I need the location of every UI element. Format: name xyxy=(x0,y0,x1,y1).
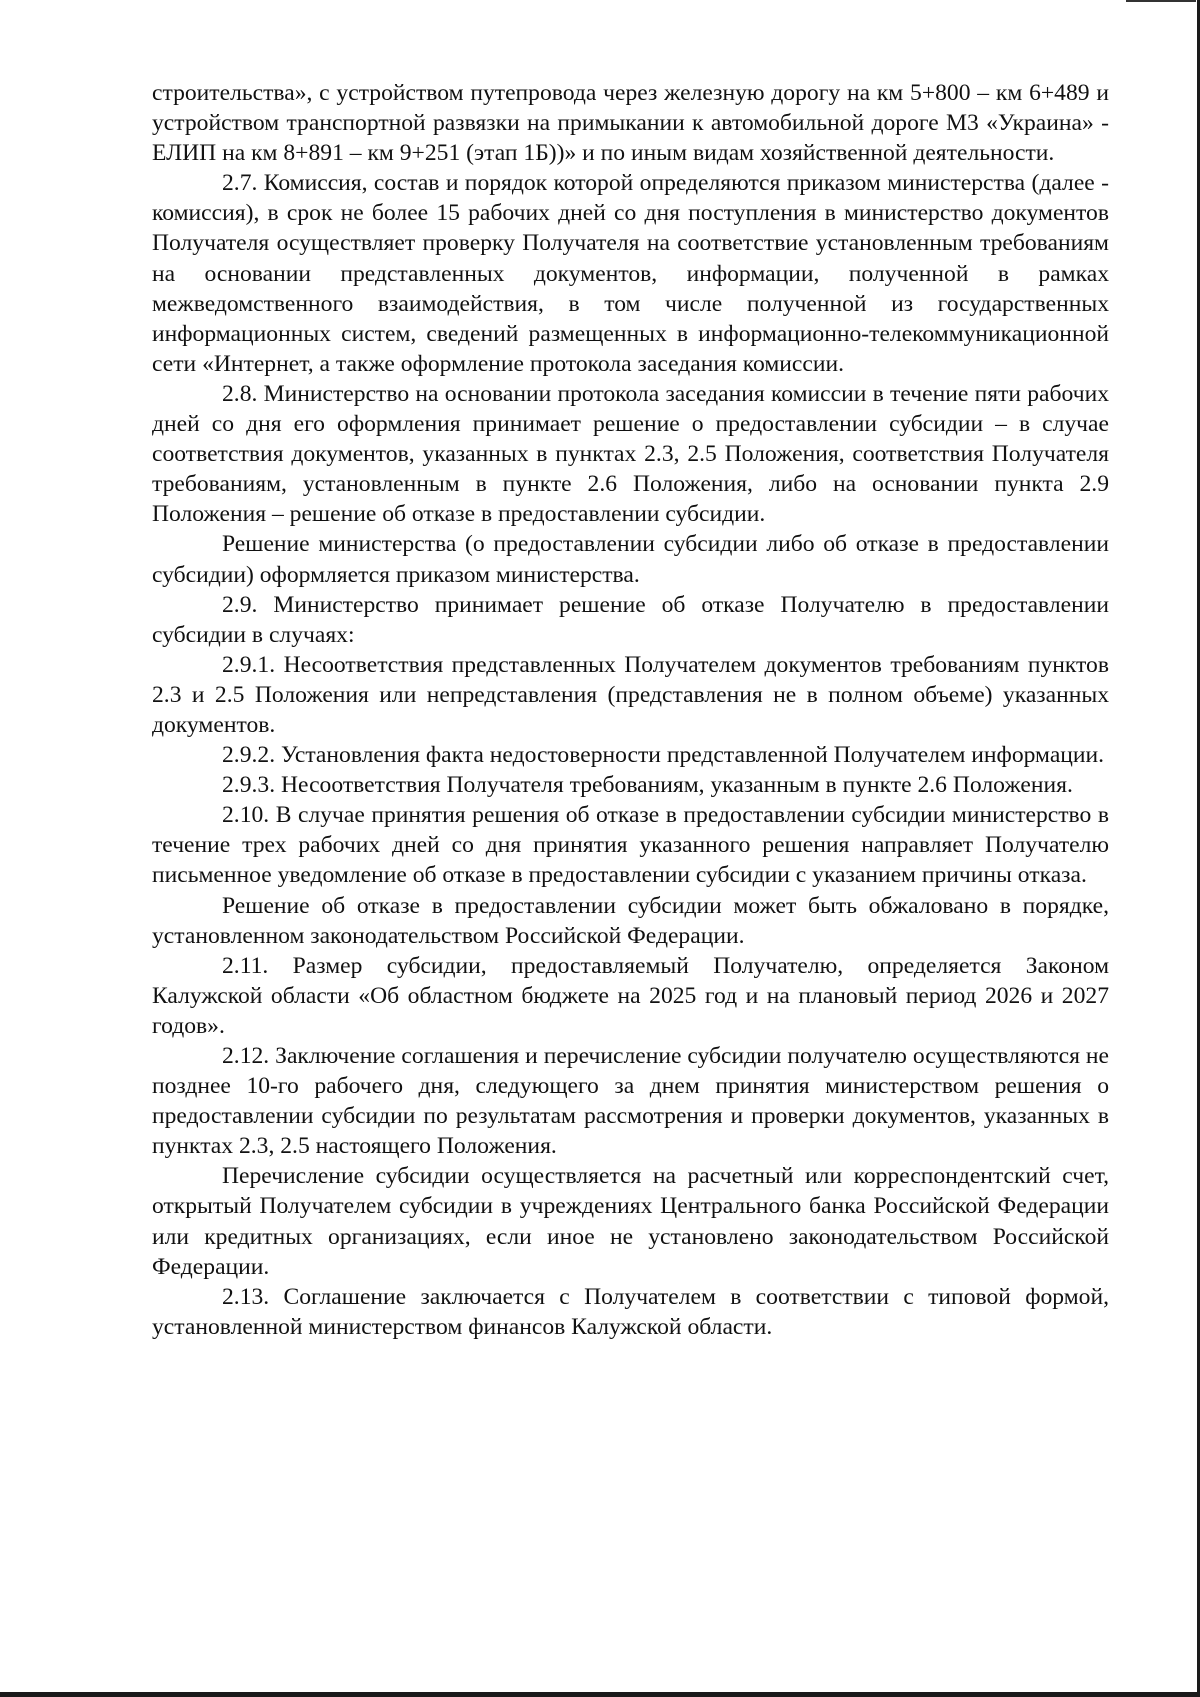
paragraph-continuation: строительства», с устройством путепровода через железную дорогу на км 5+800 – км 6+489 и устройством транспортной развязки на примыкании к автомобильной дороге М3 «Украина» - ЕЛИП на км 8+891 – км 9+251 (этап 1Б))» и по иным видам хозяйственной деятельности. xyxy=(152,80,1109,167)
scan-edge-mark xyxy=(1126,0,1196,2)
paragraph-2-13: 2.13. Соглашение заключается с Получателем в соответствии с типовой формой, установленной министерством финансов Калужской области. xyxy=(152,1283,1109,1340)
paragraph-2-9-3: 2.9.3. Несоответствия Получателя требованиям, указанным в пункте 2.6 Положения. xyxy=(222,772,1073,799)
scan-edge-bottom xyxy=(0,1692,1200,1697)
paragraph-appeal: Решение об отказе в предоставлении субсидии может быть обжаловано в порядке, установленном законодательством Российской Федерации. xyxy=(152,892,1109,949)
paragraph-2-7: 2.7. Комиссия, состав и порядок которой определяются приказом министерства (далее - комиссия), в срок не более 15 рабочих дней со дня поступления в министерство документов Получателя осуществляет проверку Получателя на соответствие установленным требованиям на основании представленных документов, информации, полученной в рамках межведомственного взаимодействия, в том числе полученной из государственных информационных систем, сведений размещенных в информационно-телекоммуникационной сети «Интернет, а также оформление протокола заседания комиссии. xyxy=(152,170,1109,377)
paragraph-2-12: 2.12. Заключение соглашения и перечисление субсидии получателю осуществляются не позднее 10-го рабочего дня, следующего за днем принятия министерством решения о предоставлении субсидии по результатам рассмотрения и проверки документов, указанных в пунктах 2.3, 2.5 настоящего Положения. xyxy=(152,1043,1109,1160)
paragraph-transfer: Перечисление субсидии осуществляется на расчетный или корреспондентский счет, открытый Получателем субсидии в учреждениях Центрального банка Российской Федерации или кредитных организациях, если иное не установлено законодательством Российской Федерации. xyxy=(152,1163,1109,1280)
paragraph-2-9-1: 2.9.1. Несоответствия представленных Получателем документов требованиям пунктов 2.3 и 2.5 Положения или непредставления (представления не в полном объеме) указанных документов. xyxy=(152,651,1109,738)
paragraph-decision-form: Решение министерства (о предоставлении субсидии либо об отказе в предоставлении субсидии) оформляется приказом министерства. xyxy=(152,531,1109,588)
paragraph-2-9-2: 2.9.2. Установления факта недостоверности представленной Получателем информации. xyxy=(222,742,1105,769)
paragraph-2-11: 2.11. Размер субсидии, предоставляемый Получателю, определяется Законом Калужской области «Об областном бюджете на 2025 год и на плановый период 2026 и 2027 годов». xyxy=(152,952,1109,1039)
paragraph-2-8: 2.8. Министерство на основании протокола заседания комиссии в течение пяти рабочих дней со дня его оформления принимает решение о предоставлении субсидии – в случае соответствия документов, указанных в пунктах 2.3, 2.5 Положения, соответствия Получателя требованиям, установленным в пункте 2.6 Положения, либо на основании пункта 2.9 Положения – решение об отказе в предоставлении субсидии. xyxy=(152,380,1109,528)
paragraph-2-9: 2.9. Министерство принимает решение об отказе Получателю в предоставлении субсидии в случаях: xyxy=(152,591,1109,648)
paragraph-2-10: 2.10. В случае принятия решения об отказе в предоставлении субсидии министерство в течение трех рабочих дней со дня принятия указанного решения направляет Получателю письменное уведомление об отказе в предоставлении субсидии с указанием причины отказа. xyxy=(152,802,1109,889)
document-body xyxy=(152,78,1109,1342)
